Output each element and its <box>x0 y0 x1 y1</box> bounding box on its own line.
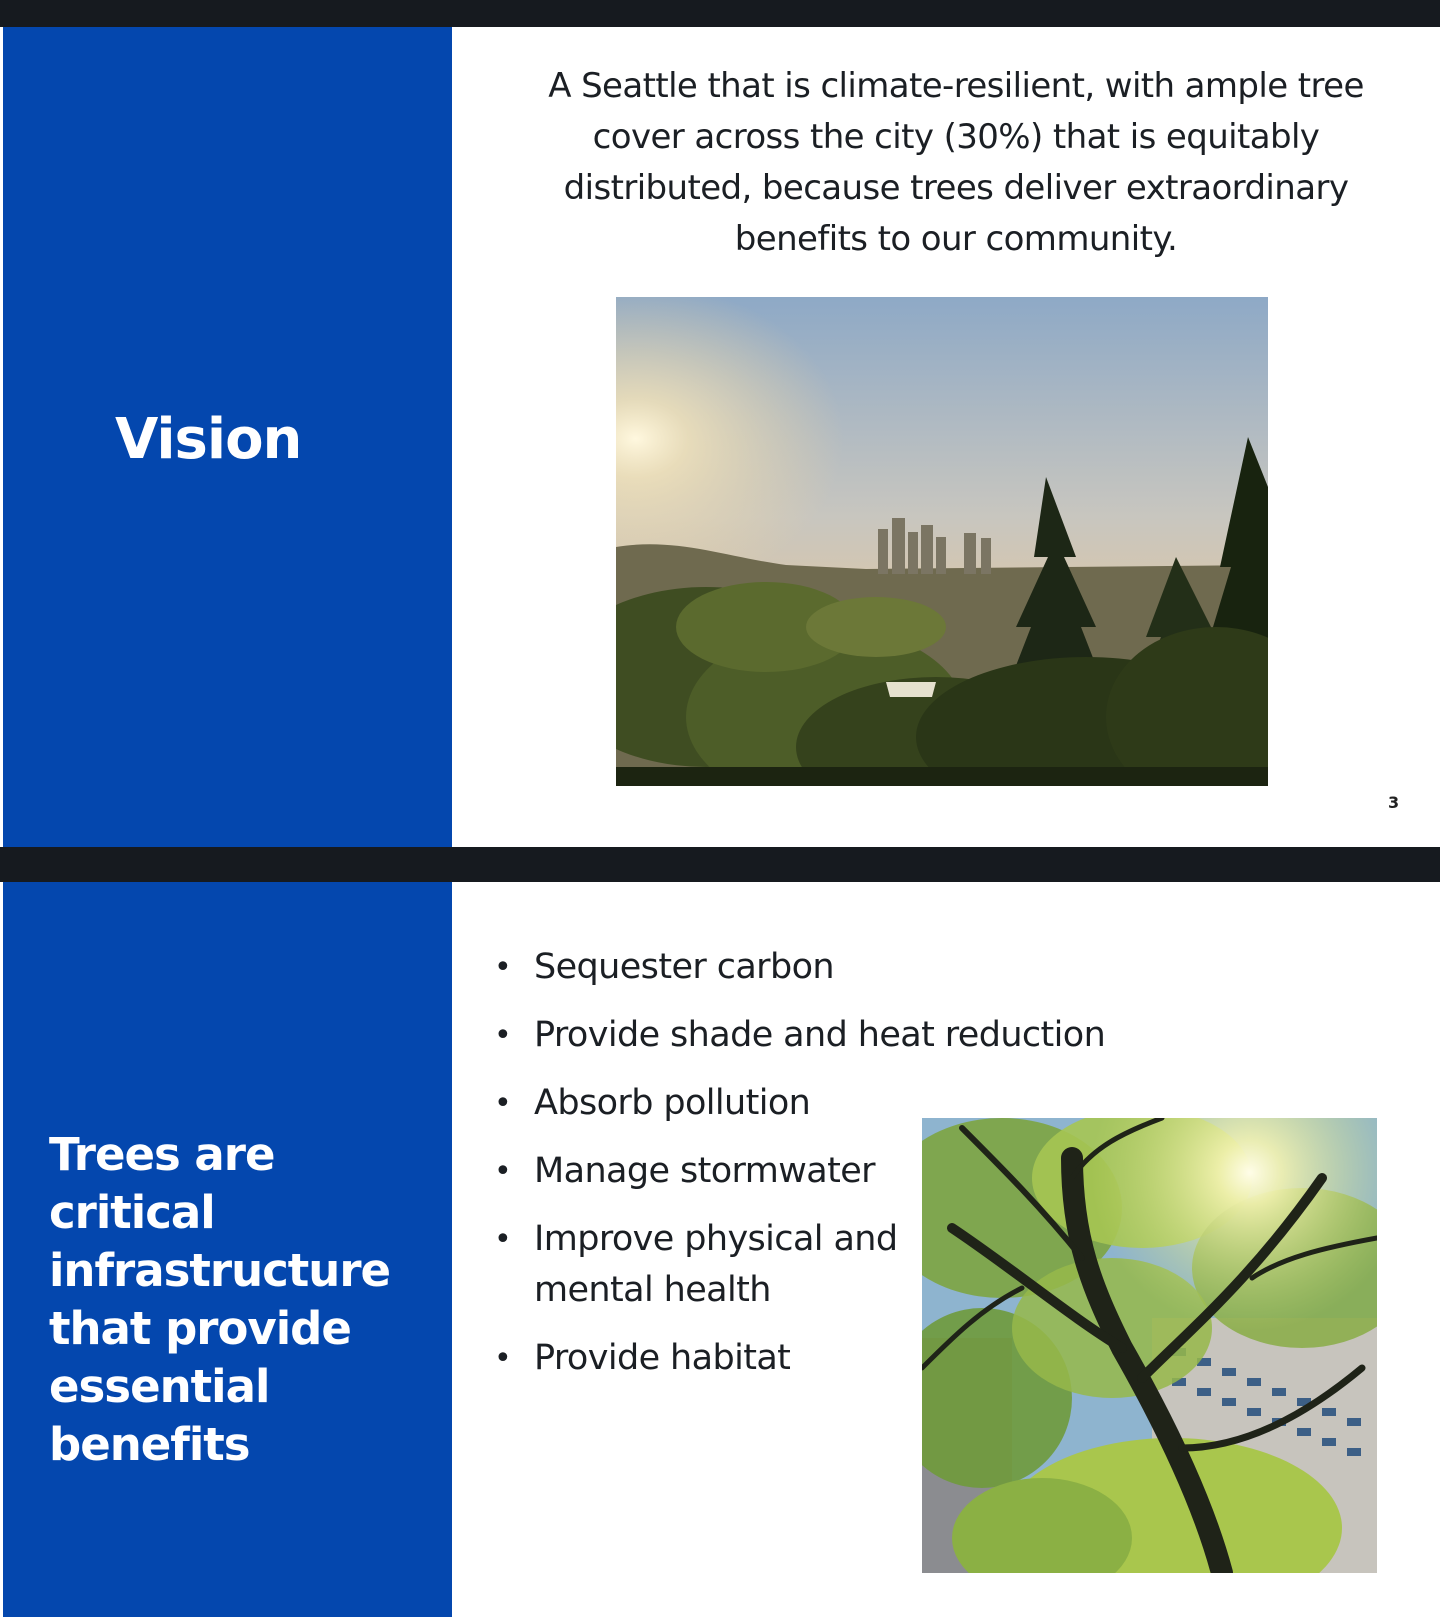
slide-vision <box>0 27 1440 847</box>
bullet-icon: • <box>494 1222 512 1257</box>
list-item <box>490 1214 910 1316</box>
vision-statement: A Seattle that is climate-resilient, with ample tree cover across the city (30%) that is equitably distributed, because trees deliver extraordinary benefits to our community. <box>548 66 1364 259</box>
bullet-icon: • <box>494 1086 512 1121</box>
list-item-label: Sequester carbon <box>534 947 834 987</box>
top-frame-bar <box>0 0 1440 27</box>
list-item <box>490 1010 1106 1061</box>
list-item-label: Absorb pollution <box>534 1083 811 1123</box>
list-item <box>490 1078 910 1129</box>
bullet-icon: • <box>494 1018 512 1053</box>
slide-title: Trees are critical infrastructure that provide essential benefits <box>49 1128 391 1471</box>
list-item <box>490 942 910 993</box>
seattle-skyline-photo <box>616 297 1268 786</box>
list-item-label: Improve physical and mental health <box>534 1219 898 1310</box>
list-item <box>490 1333 910 1384</box>
bullet-icon: • <box>494 950 512 985</box>
side-panel <box>3 882 452 1617</box>
side-panel <box>3 27 452 847</box>
slide-divider <box>0 847 1440 882</box>
bullet-icon: • <box>494 1154 512 1189</box>
list-item-label: Manage stormwater <box>534 1151 875 1191</box>
tree-canopy-photo <box>922 1118 1377 1573</box>
list-item-label: Provide habitat <box>534 1338 791 1378</box>
benefit-list <box>490 942 1106 1401</box>
list-item <box>490 1146 910 1197</box>
slide-tree-benefits <box>0 882 1440 1617</box>
page-number: 3 <box>1388 793 1400 812</box>
slide-title: Vision <box>115 407 302 472</box>
list-item-label: Provide shade and heat reduction <box>534 1015 1106 1055</box>
bullet-icon: • <box>494 1341 512 1376</box>
